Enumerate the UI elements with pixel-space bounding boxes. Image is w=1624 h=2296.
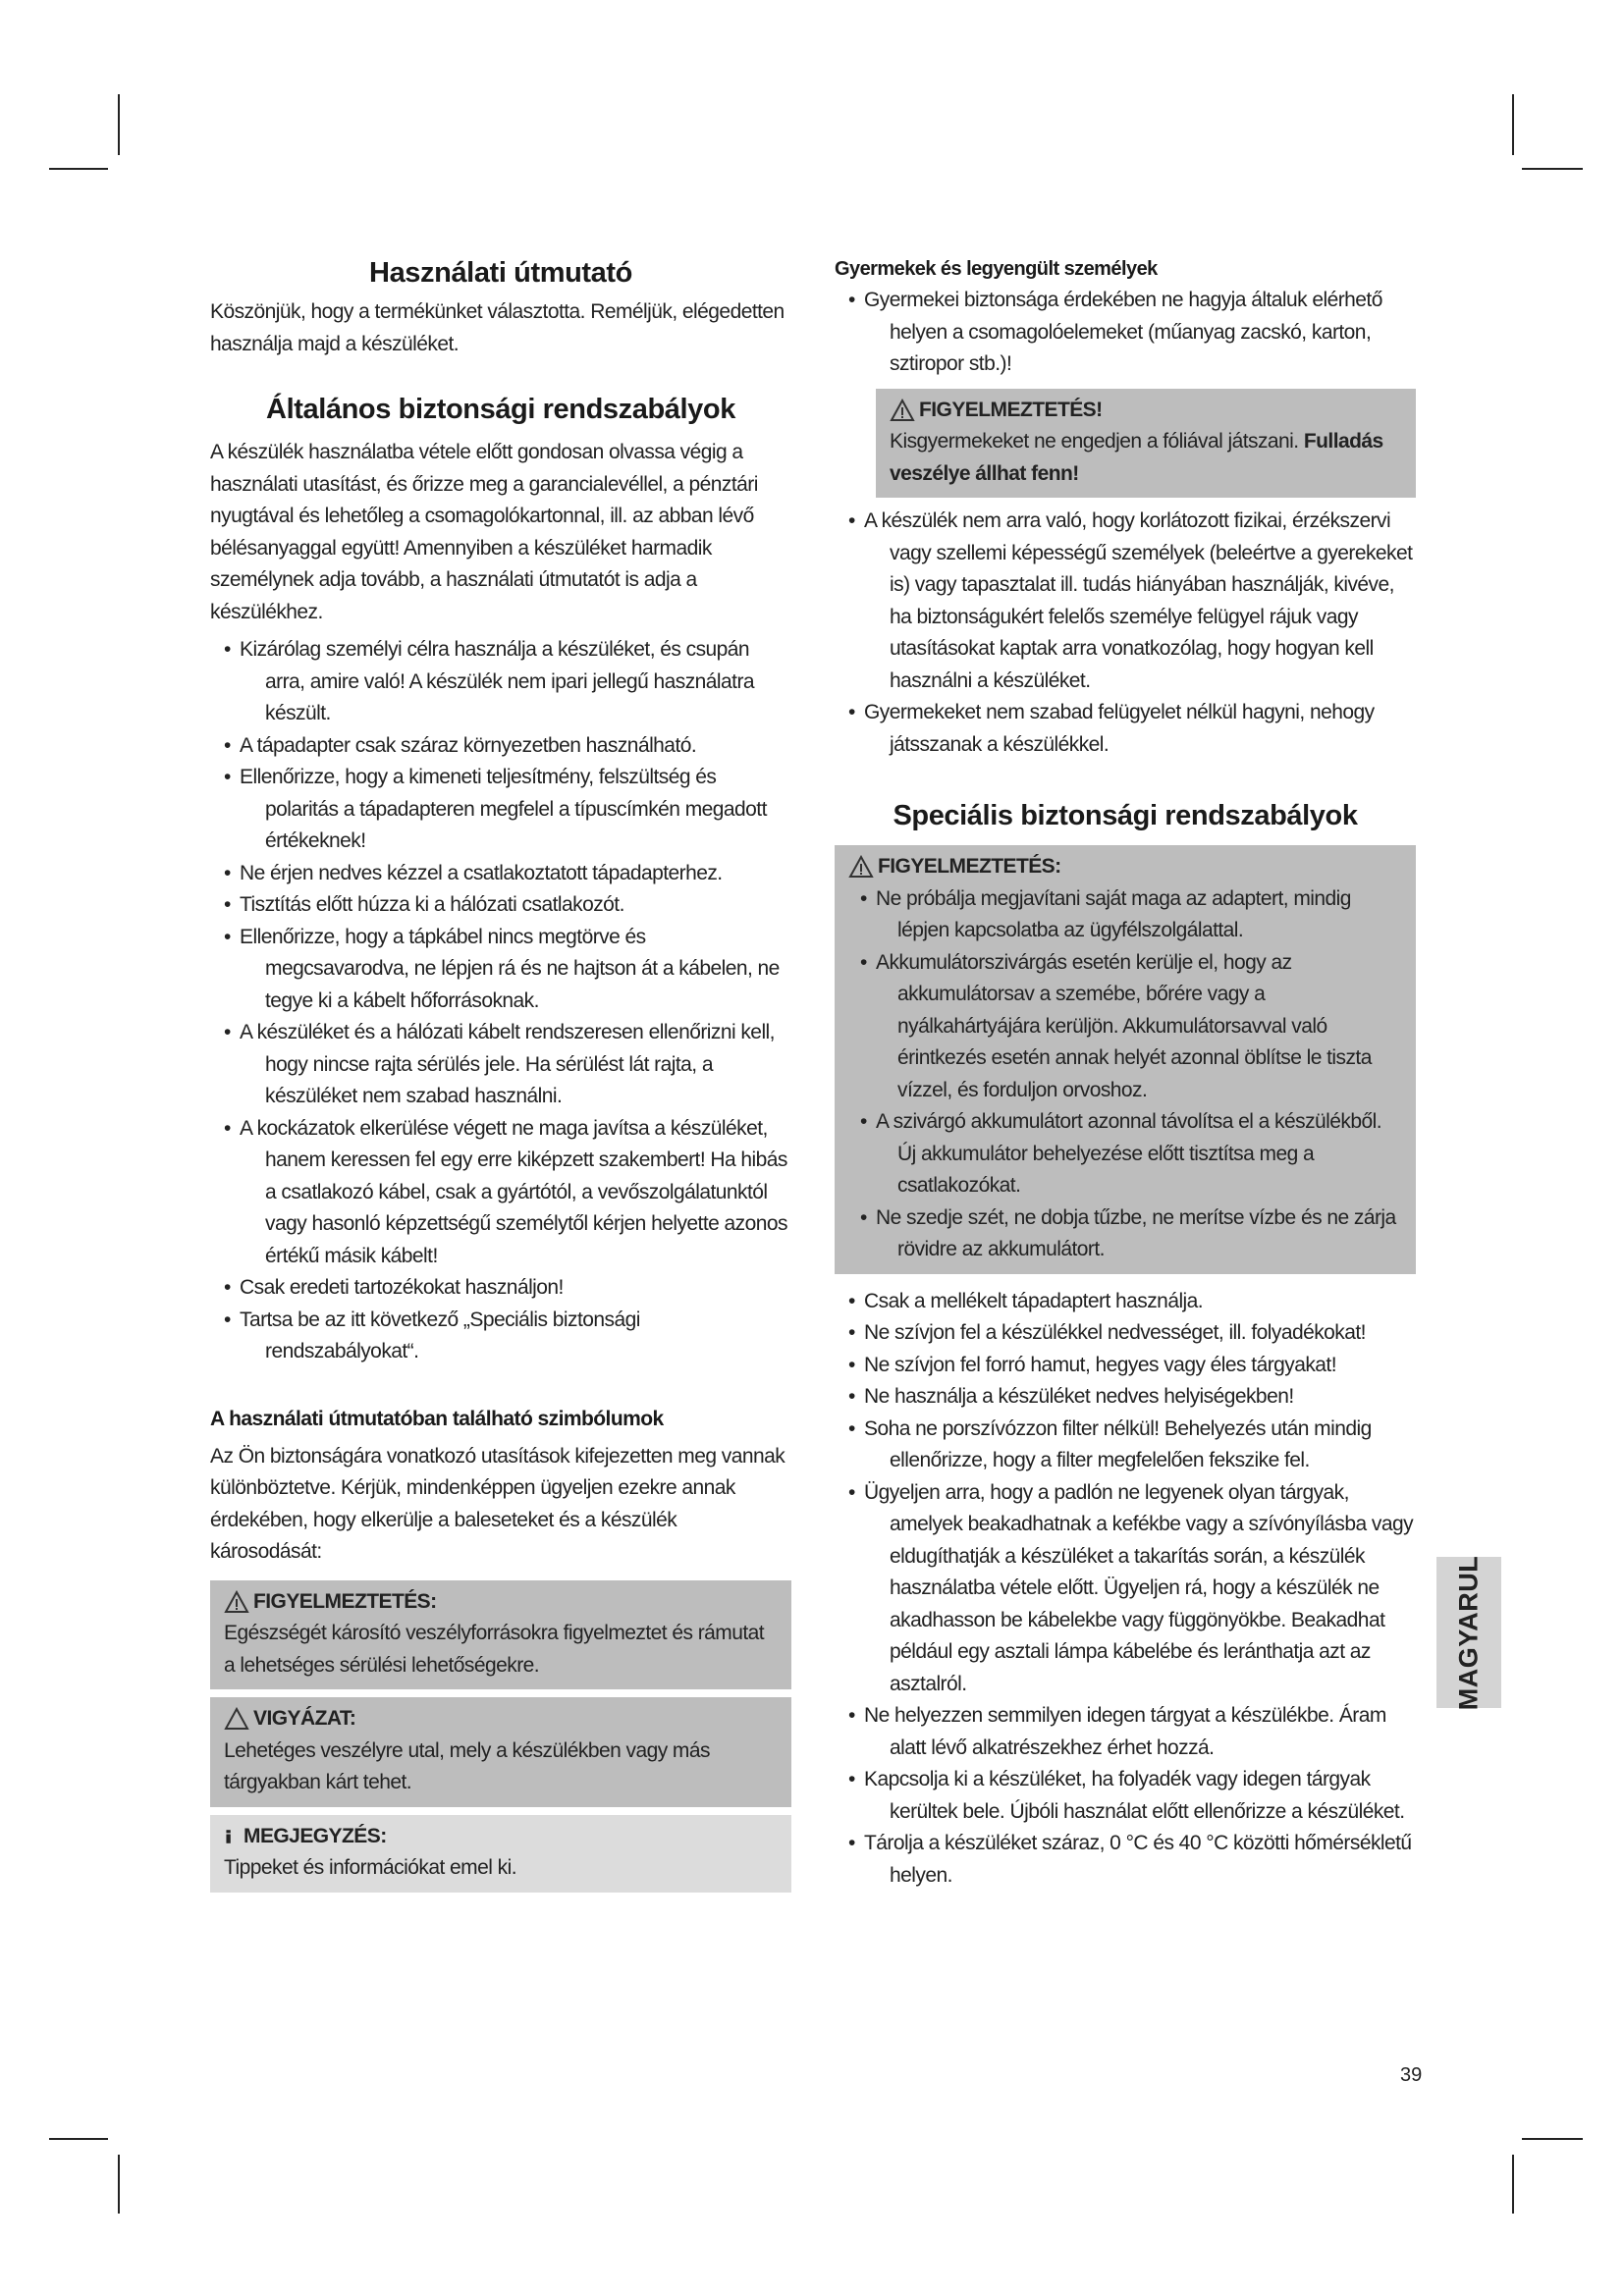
bullet-icon: • [224,861,231,884]
list-item-text: Ellenőrizze, hogy a kimeneti teljesítmény, felszültség és polaritás a tápadapteren megfelel a típuscímkén megadott értékeknek! [240,766,767,852]
bullet-icon: • [224,1308,231,1331]
children-warning-title: FIGYELMEZTETÉS! [919,398,1103,421]
bullet-icon: • [224,766,231,788]
list-item [210,1272,791,1305]
general-intro-text: A készülék használatba vétele előtt gondosan olvassa végig a használati utasítást, és őrizze meg a garancialevéllel, a pénztári nyugtával és lehetőleg a csomagolókartonnal, ill. az abban lévő bélésanyaggal együtt! Amennyiben a készüléket harmadik személynek adja tovább, a használati útmutatót is adja a készülékhez. [210,441,758,623]
list-item [210,730,791,763]
bullet-icon: • [224,638,231,661]
list-item-text: Tárolja a készüléket száraz, 0 °C és 40 °C közötti hőmérsékletű helyen. [864,1832,1412,1887]
list-item-text: Ne használja a készüléket nedves helyiségekben! [864,1385,1294,1408]
bullet-icon: • [848,1480,855,1504]
caution-box-text: Lehetéges veszélyre utal, mely a készülékben vagy más tárgyakban kárt tehet. [224,1738,710,1793]
list-item-text: Gyermekeket nem szabad felügyelet nélkül hagyni, nehogy játsszanak a készülékkel. [864,701,1375,756]
bullet-icon: • [848,1289,855,1312]
list-item [835,1764,1416,1828]
list-item-text: Ne szedje szét, ne dobja tűzbe, ne merítse vízbe és ne zárja rövidre az akkumulátort. [876,1205,1396,1260]
note-box [210,1815,791,1893]
bullet-icon: • [224,1276,231,1299]
bullet-icon: • [848,1704,855,1727]
list-item-text: Ne szívjon fel forró hamut, hegyes vagy éles tárgyakat! [864,1353,1337,1376]
bullet-icon: • [224,893,231,916]
bullet-icon: • [224,1116,231,1140]
children-warning-plain: Kisgyermekeket ne engedjen a fóliával játszani. [890,430,1304,453]
crop-mark [118,94,120,155]
list-item-text: Kizárólag személyi célra használja a készüléket, és csupán arra, amire való! A készülék nem ipari jellegű használatra készült. [240,638,755,724]
list-item [210,1017,791,1113]
symbols-intro-text: Az Ön biztonságára vonatkozó utasítások kifejezetten meg vannak különböztetve. Kérjük, mindenképpen ügyeljen ezekre annak érdekében, hogy elkerülje a baleseteket és a készülék károsodását: [210,1444,785,1563]
crop-mark [118,2155,120,2214]
bullet-icon: • [860,886,867,910]
warning-triangle-icon [224,1590,249,1614]
crop-mark [1522,168,1583,170]
list-item [835,1414,1416,1477]
note-box-title: MEGJEGYZÉS: [244,1824,387,1847]
list-item-text: Tisztítás előtt húzza ki a hálózati csatlakozót. [240,893,624,916]
bullet-icon: • [224,925,231,948]
list-item [210,762,791,858]
special-safety-list [835,1286,1416,1893]
list-item-text: Gyermekei biztonsága érdekében ne hagyja általuk elérhető helyen a csomagolóelemeket (műanyag zacskó, karton, sztiropor stb.)! [864,289,1382,375]
list-item [835,506,1416,697]
children-warning-text [890,426,1402,490]
warning-box-title: FIGYELMEZTETÉS: [253,1589,437,1613]
page-number: 39 [1400,2064,1423,2086]
children-warning-box [876,389,1416,499]
bullet-icon: • [224,733,231,757]
list-item-text: Ne érjen nedves kézzel a csatlakoztatott tápadapterhez. [240,861,723,884]
list-item [210,1113,791,1273]
list-item [210,634,791,730]
warning-triangle-icon [848,855,874,879]
crop-mark [49,168,108,170]
list-item-text: Ne próbálja megjavítani saját maga az adaptert, mindig lépjen kapcsolatba az ügyfélszolgálattal. [876,886,1351,941]
list-item-text: A készülék nem arra való, hogy korlátozott fizikai, érzékszervi vagy szellemi képességű személyek (beleértve a gyerekeket is) vagy tapasztalat ill. tudás hiányában használják, kivéve, ha biztonságukért felelős személye felügyel rájuk vagy utasításokat kaptak arra vonatkozólag, hogy hogyan kell használni a készüléket. [864,509,1413,692]
list-item [835,1350,1416,1382]
language-tab [1436,1557,1501,1708]
list-item-text: Ellenőrizze, hogy a tápkábel nincs megtörve és megcsavarodva, ne lépjen rá és ne hajtson át a kábelen, ne tegye ki a kábelt hőforrásoknak. [240,925,780,1012]
list-item [835,697,1416,761]
list-item-text: A kockázatok elkerülése végett ne maga javítsa a készüléket, hanem keressen fel egy erre kiképzett szakembert! Ha hibás a csatlakozó kábel, csak a gyártótól, a vevőszolgálatunktól vagy hasonló képzettségű személytől kérjen helyette azonos értékű másik kábelt! [240,1116,787,1267]
list-item [210,922,791,1018]
general-safety-list [210,634,791,1368]
symbols-heading: A használati útmutatóban található szimbólumok [210,1407,664,1430]
crop-mark [1512,2155,1514,2214]
list-item [848,1106,1402,1202]
list-item [848,1202,1402,1266]
bullet-icon: • [848,509,855,532]
list-item [835,1700,1416,1764]
intro-text: Köszönjük, hogy a termékünket választotta. Reméljük, elégedetten használja majd a készüléket. [210,300,785,355]
special-safety-heading: Speciális biztonsági rendszabályok [893,800,1358,831]
list-item [835,1286,1416,1318]
bullet-icon: • [860,1110,867,1133]
note-box-text: Tippeket és információkat emel ki. [224,1856,516,1879]
children-heading: Gyermekek és legyengült személyek [835,258,1158,280]
list-item-text: Akkumulátorszivárgás esetén kerülje el, hogy az akkumulátorsav a szemébe, bőrére vagy a nyálkahártyájára kerüljön. Akkumulátorsavval való érintkezés esetén annak helyét azonnal öblítse le tiszta vízzel, és forduljon orvoshoz. [876,950,1372,1101]
children-warning-bold: Fulladás veszélye állhat fenn! [890,430,1383,485]
special-warning-box [835,845,1416,1274]
general-safety-heading: Általános biztonsági rendszabályok [266,394,735,425]
bullet-icon: • [848,1385,855,1408]
caution-box-title: VIGYÁZAT: [253,1707,356,1730]
list-item-text: Kapcsolja ki a készüléket, ha folyadék vagy idegen tárgyak kerültek bele. Újbóli használat előtt ellenőrizze a készüléket. [864,1768,1405,1823]
bullet-icon: • [860,1205,867,1229]
bullet-icon: • [848,1321,855,1344]
list-item-text: Ne szívjon fel a készülékkel nedvességet, ill. folyadékokat! [864,1321,1366,1344]
bullet-icon: • [848,1832,855,1854]
bullet-icon: • [848,1768,855,1790]
list-item [835,1317,1416,1350]
special-warning-title: FIGYELMEZTETÉS: [878,855,1061,878]
bullet-icon: • [848,701,855,723]
bullet-icon: • [848,1416,855,1440]
left-column [210,253,791,1893]
crop-mark [1512,94,1514,155]
list-item-text: A tápadapter csak száraz környezetben használható. [240,733,697,757]
list-item-text: A készüléket és a hálózati kábelt rendszeresen ellenőrizni kell, hogy nincse rajta sérülés jele. Ha sérülést lát rajta, a készüléket nem szabad használni. [240,1021,775,1107]
list-item-text: Ne helyezzen semmilyen idegen tárgyat a készülékbe. Áram alatt lévő alkatrészekhez érhet hozzá. [864,1704,1386,1759]
list-item-text: Tartsa be az itt következő „Speciális biztonsági rendszabályokat“. [240,1308,640,1362]
children-list-2 [835,506,1416,761]
list-item-text: Soha ne porszívózzon filter nélkül! Behelyezés után mindig ellenőrizze, hogy a filter megfelelően fekszike fel. [864,1416,1372,1471]
warning-box [210,1580,791,1690]
bullet-icon: • [848,1353,855,1376]
warning-box-text: Egészségét károsító veszélyforrásokra figyelmeztet és rámutat a lehetséges sérülési lehetőségekre. [224,1622,765,1677]
page-title: Használati útmutató [369,257,632,289]
caution-triangle-icon [224,1707,249,1731]
right-column [835,253,1416,1892]
special-warning-list [848,883,1402,1266]
bullet-icon: • [224,1021,231,1043]
list-item [210,858,791,890]
list-item: • Gyermekei biztonsága érdekében ne hagyja általuk elérhető helyen a csomagolóelemeket (műanyag zacskó, karton, sztiropor stb.)! [848,289,1382,375]
caution-box [210,1697,791,1807]
warning-triangle-icon [890,399,915,422]
list-item [835,1828,1416,1892]
list-item [210,1305,791,1368]
list-item [210,889,791,922]
list-item-text: Ügyeljen arra, hogy a padlón ne legyenek olyan tárgyak, amelyek beakadhatnak a kefékbe vagy a szívónyílásba vagy eldugíthatják a készüléket a takarítás során, a készülék használatba vétele előtt. Ügyeljen rá, hogy a készülék ne akadhasson be kábelekbe vagy függönyökbe. Beakadhat például egy asztali lámpa kábelébe és leránthatja azt az asztalról. [864,1480,1414,1695]
list-item-text: Csak eredeti tartozékokat használjon! [240,1276,564,1299]
list-item-text: A szivárgó akkumulátort azonnal távolítsa el a készülékből. Új akkumulátor behelyezése előtt tisztítsa meg a csatlakozókat. [876,1110,1382,1197]
crop-mark [1522,2138,1583,2140]
children-list-1 [835,285,1416,381]
crop-mark [49,2138,108,2140]
info-icon [224,1825,240,1848]
list-item [848,883,1402,947]
list-item [848,947,1402,1107]
list-item [835,1477,1416,1701]
bullet-icon: • [860,950,867,974]
language-tab-label: MAGYARUL [1453,1555,1484,1710]
list-item-text: Csak a mellékelt tápadaptert használja. [864,1289,1204,1312]
list-item [835,1381,1416,1414]
